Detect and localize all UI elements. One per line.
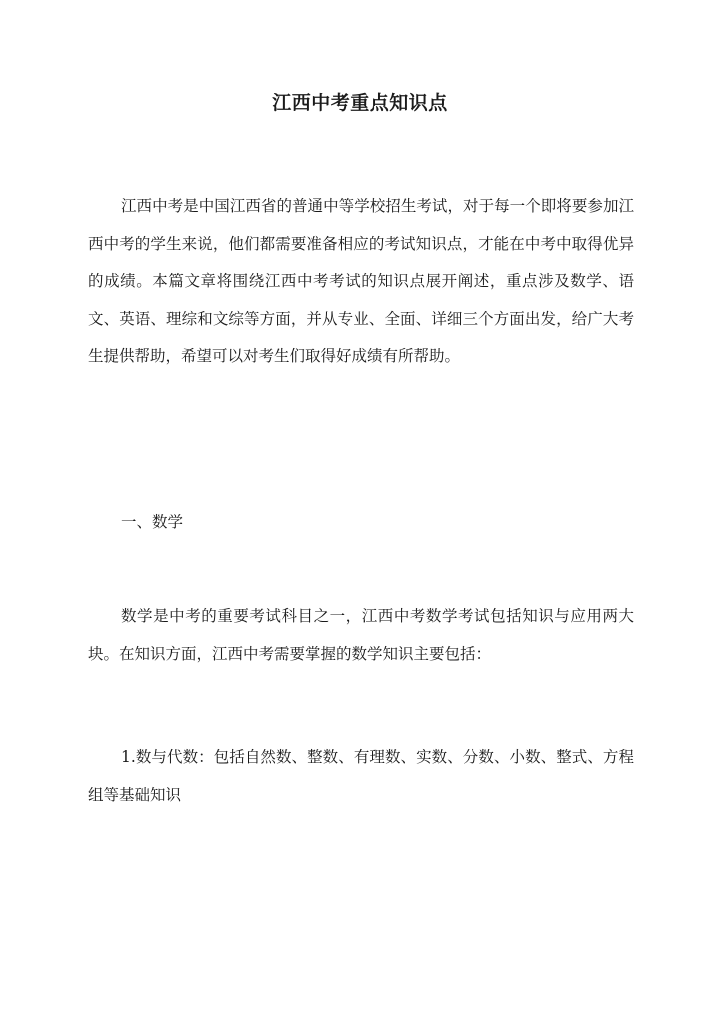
math-intro-paragraph: 数学是中考的重要考试科目之一，江西中考数学考试包括知识与应用两大块。在知识方面，江西中考需要掌握的数学知识主要包括：: [88, 607, 634, 663]
document-title: 江西中考重点知识点: [272, 92, 448, 114]
math-item-paragraph: 1.数与代数：包括自然数、整数、有理数、实数、分数、小数、整式、方程组等基础知识: [88, 748, 634, 804]
intro-paragraph: 江西中考是中国江西省的普通中等学校招生考试，对于每一个即将要参加江西中考的学生来说，他们都需要准备相应的考试知识点，才能在中考中取得优异的成绩。本篇文章将围绕江西中考考试的知识点展开阐述，重点涉及数学、语文、英语、理综和文综等方面，并从专业、全面、详细三个方面出发，给广大考生提供帮助，希望可以对考生们取得好成绩有所帮助。: [88, 197, 634, 365]
section-heading-math: 一、数学: [121, 513, 184, 531]
